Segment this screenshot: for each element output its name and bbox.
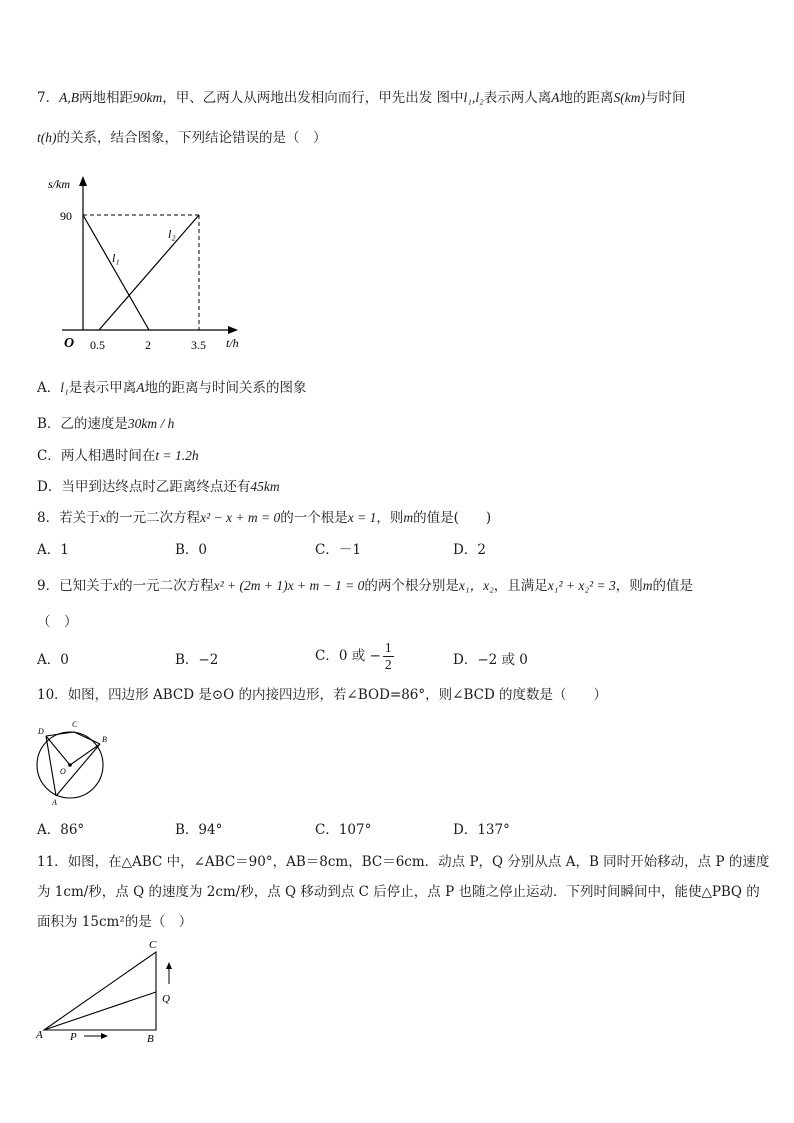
q10-text: 如图，四边形 ABCD 是⊙O 的内接四边形，若∠BOD=86°，则∠BCD 的度数是（ ） (67, 687, 608, 703)
q10-number: 10． (37, 687, 68, 703)
q10-option-a[interactable] (37, 820, 84, 840)
origin-label: O (64, 336, 75, 351)
option-letter: A． (37, 652, 61, 668)
q8-option-c[interactable] (315, 540, 361, 560)
q9-equation: x² + (2m + 1)x + m − 1 = 0 (213, 578, 365, 593)
q8-var-m: m (403, 510, 414, 525)
q11-line2: 为 1cm/秒，点 Q 的速度为 2cm/秒，点 Q 移动到点 C 后停止，点 P 也随之停止运动．下列时间瞬间中，能使△PBQ 的 (37, 884, 760, 900)
q7-text: 的关系，结合图象，下列结论错误的是（ ） (56, 130, 327, 146)
q9-number: 9． (37, 578, 60, 594)
q8-var-x: x (99, 510, 106, 525)
option-letter: D． (453, 822, 478, 838)
option-value: 0 (198, 542, 208, 558)
label-a: A (52, 798, 57, 806)
q7-lines: l₁,l₂ (463, 90, 484, 105)
label-b: B (147, 1033, 154, 1045)
q10-option-b[interactable] (175, 820, 222, 840)
q9-text: ，且满足 (493, 578, 548, 594)
label-o: O (60, 767, 66, 776)
option-value: 1 (60, 542, 69, 558)
option-letter: B． (175, 822, 199, 838)
q9-text: 的一元二次方程 (119, 578, 214, 594)
q7-option-c[interactable] (37, 446, 199, 466)
q10-option-d[interactable] (453, 820, 510, 840)
q9-condition: x₁² + x₂² = 3 (547, 578, 616, 593)
q7-distance: 90km (132, 90, 163, 105)
option-letter: C． (315, 822, 339, 838)
x-tick-3-5: 3.5 (191, 338, 206, 352)
q8-number: 8． (37, 510, 60, 526)
q11-line1 (37, 852, 769, 872)
option-math: l₁ (60, 380, 69, 395)
q11-text: 如图，在△ABC 中，∠ABC＝90°，AB＝8cm，BC＝6cm．动点 P，Q 分别从点 A，B 同时开始移动，点 P 的速度 (67, 854, 770, 870)
q9-var-x: x (113, 578, 120, 593)
q7-var-s: S(km) (613, 90, 646, 105)
q7-text: 地的距离 (559, 90, 614, 106)
q7-option-d[interactable] (37, 477, 280, 497)
q7-text: ，甲、乙两人从两地出发相向而行，甲先出发 图中 (162, 90, 464, 106)
q8-text: 若关于 (59, 510, 100, 526)
q8-text: 的值是( ) (413, 510, 492, 526)
option-value: 137° (477, 822, 510, 838)
option-text: 是表示甲离 (68, 380, 137, 396)
y-tick-90: 90 (60, 209, 72, 223)
q7-var-ab: A,B (59, 90, 79, 105)
q9-text: ，则 (615, 578, 643, 594)
q7-line2 (37, 128, 327, 148)
x-axis-arrow (228, 326, 238, 334)
q9-text: 的两个根分别是 (364, 578, 459, 594)
option-letter: B． (175, 542, 199, 558)
option-math: A (136, 380, 145, 395)
label-d: D (38, 727, 44, 736)
q8-option-a[interactable] (37, 540, 69, 560)
q9-option-d[interactable] (453, 650, 528, 670)
q8-text: ，则 (376, 510, 404, 526)
option-letter: D． (37, 479, 62, 495)
chords-dcb (46, 732, 100, 744)
q10-circle-figure (34, 714, 114, 806)
label-c: C (72, 720, 78, 729)
q11-line3: 面积为 15cm²的是（ ） (37, 914, 193, 930)
q9-option-c[interactable] (315, 640, 396, 673)
option-value: 2 (477, 542, 486, 558)
line-l2 (99, 215, 199, 330)
q9-var-m: m (642, 578, 653, 593)
fraction-denominator: 2 (384, 657, 392, 672)
chord-da (46, 736, 56, 796)
q8-root: x = 1 (347, 510, 377, 525)
option-value: 0 (60, 652, 69, 668)
option-letter: D． (453, 542, 478, 558)
p-arrow-head (101, 1033, 108, 1039)
label-q: Q (162, 993, 170, 1005)
label-a: A (36, 1029, 43, 1041)
q11-triangle-figure (34, 934, 184, 1046)
option-letter: C． (315, 648, 339, 664)
x-tick-2: 2 (145, 338, 151, 352)
l2-label: l₂ (168, 227, 176, 241)
option-letter: C． (37, 448, 61, 464)
triangle-abc (44, 952, 156, 1030)
option-math: t = 1.2h (155, 448, 199, 463)
q-arrow-head (166, 962, 172, 969)
q8-option-d[interactable] (453, 540, 486, 560)
q8-equation: x² − x + m = 0 (200, 510, 281, 525)
q7-number: 7． (37, 90, 60, 106)
line-l1 (83, 215, 149, 330)
q10-stem (37, 685, 607, 705)
q9-option-a[interactable] (37, 650, 69, 670)
option-text: 两人相遇时间在 (60, 448, 156, 464)
y-axis-label: s/km (48, 177, 70, 191)
option-text: 乙的速度是 (60, 416, 128, 432)
q9-bracket: （ ） (37, 614, 78, 630)
q8-text: 的一个根是 (280, 510, 348, 526)
label-b: B (102, 735, 107, 744)
option-value: −2 或 0 (477, 652, 528, 668)
q9-text: 的值是 (652, 578, 693, 594)
option-math: 45km (250, 479, 280, 494)
q9-option-b[interactable] (175, 650, 218, 670)
option-letter: B． (37, 416, 61, 432)
q7-option-a[interactable] (37, 378, 306, 398)
q9-text: 已知关于 (59, 578, 114, 594)
segment-aq (44, 992, 156, 1030)
option-value: －1 (338, 542, 361, 558)
fraction-numerator: 1 (384, 640, 392, 655)
option-text: 地的距离与时间关系的图象 (144, 380, 307, 396)
q7-text: 表示两人离 (483, 90, 552, 106)
q8-text: 的一元二次方程 (105, 510, 201, 526)
q11-number: 11． (37, 854, 68, 870)
q8-stem (37, 508, 491, 528)
q7-text: 与时间 (645, 90, 686, 106)
q10-option-c[interactable] (315, 820, 371, 840)
label-p: P (70, 1031, 77, 1043)
x-axis-label: t/h (226, 336, 239, 350)
option-letter: A． (37, 542, 61, 558)
label-c: C (149, 939, 157, 951)
q7-var-t: t(h) (37, 130, 57, 145)
q9-roots: x₁，x₂ (458, 578, 494, 593)
q7-var-a: A (551, 90, 560, 105)
q7-line1 (37, 88, 686, 108)
option-value: 94° (198, 822, 223, 838)
q7-option-b[interactable] (37, 414, 174, 434)
option-letter: A． (37, 380, 61, 396)
center-dot (68, 763, 72, 767)
option-value: −2 (198, 652, 219, 668)
option-math: 30km / h (127, 416, 175, 431)
option-value: 107° (338, 822, 372, 838)
q8-option-b[interactable] (175, 540, 207, 560)
option-letter: B． (175, 652, 199, 668)
q9-stem (37, 576, 693, 596)
x-tick-0-5: 0.5 (90, 338, 105, 352)
option-value: 0 或 − (338, 648, 381, 664)
y-axis-arrow (79, 176, 87, 186)
q7-graph (40, 170, 260, 360)
l1-label: l₁ (112, 251, 120, 265)
option-letter: C． (315, 542, 339, 558)
option-letter: D． (453, 652, 478, 668)
q7-text: 两地相距 (78, 90, 133, 106)
option-value: 86° (60, 822, 85, 838)
option-letter: A． (37, 822, 61, 838)
option-text: 当甲到达终点时乙距离终点还有 (61, 479, 251, 495)
fraction-half (383, 640, 394, 673)
